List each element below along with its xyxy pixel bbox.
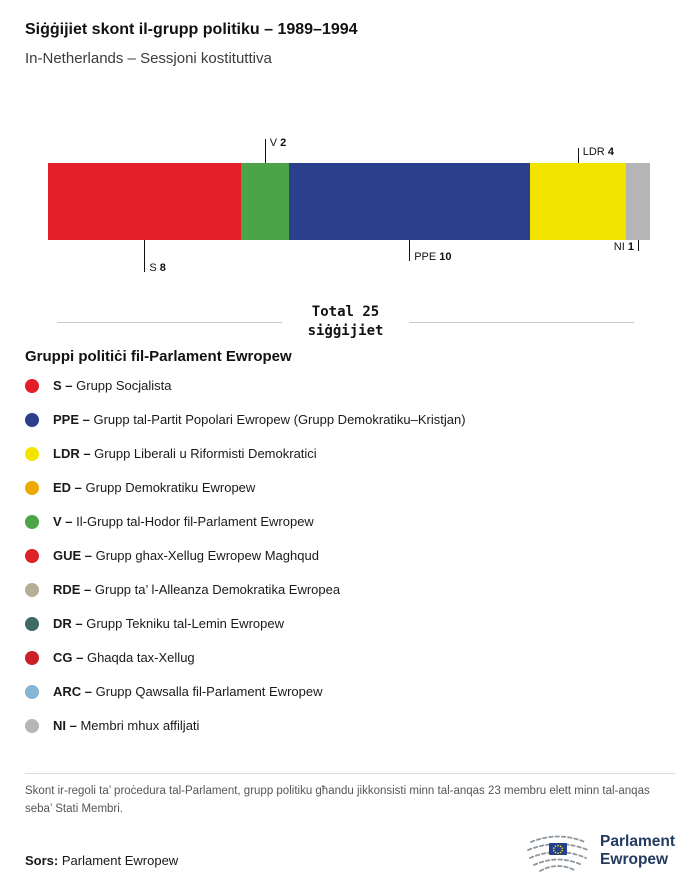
legend-label: CG – Ghaqda tax-Xellug	[53, 650, 195, 666]
legend-color-dot	[25, 583, 39, 597]
legend-list	[25, 369, 675, 743]
legend-label: S – Grupp Socjalista	[53, 378, 172, 394]
hemicycle-logo-icon	[525, 830, 591, 872]
callout-label: NI 1	[613, 240, 634, 253]
legend-item-ldr	[25, 437, 675, 471]
divider-line-left	[57, 322, 282, 323]
legend-color-dot	[25, 549, 39, 563]
footnote: Skont ir-regoli ta’ proċedura tal-Parlament, grupp politiku għandu jikkonsisti minn tal-anqas 23 membru elett minn tal-anqas seba’ Stati Membri.	[25, 784, 650, 815]
legend-label: GUE – Grupp ghax-Xellug Ewropew Maghqud	[53, 548, 319, 564]
footer-divider	[25, 773, 675, 774]
ep-logo	[525, 830, 675, 872]
legend-color-dot	[25, 651, 39, 665]
source-label: Sors:	[25, 853, 59, 868]
legend-label: LDR – Grupp Liberali u Riformisti Demokratici	[53, 446, 317, 462]
ep-logo-text-line1: Parlament	[600, 833, 675, 851]
stacked-bar	[48, 163, 650, 240]
legend-item-rde	[25, 573, 675, 607]
legend-item-dr	[25, 607, 675, 641]
legend-heading: Gruppi politiċi fil-Parlament Ewropew	[25, 347, 292, 365]
page-subtitle: In-Netherlands – Sessjoni kostituttiva	[25, 50, 272, 67]
bar-segment-ldr	[530, 163, 626, 240]
legend-color-dot	[25, 481, 39, 495]
page-title: Siġġijiet skont il-grupp politiku – 1989–1994	[25, 21, 358, 38]
callout-label: LDR 4	[582, 145, 614, 158]
legend-label: V – Il-Grupp tal-Hodor fil-Parlament Ewropew	[53, 514, 314, 530]
callout-label: V 2	[269, 136, 287, 149]
legend-color-dot	[25, 515, 39, 529]
bottom-row	[25, 830, 675, 872]
callout-label: PPE 10	[414, 250, 452, 263]
legend-item-ed	[25, 471, 675, 505]
legend-label: DR – Grupp Tekniku tal-Lemin Ewropew	[53, 616, 284, 632]
legend-item-ppe	[25, 403, 675, 437]
legend-item-v	[25, 505, 675, 539]
bar-segment-s	[48, 163, 241, 240]
callout-ppe	[409, 240, 452, 263]
ep-logo-text	[600, 833, 675, 869]
legend-color-dot	[25, 447, 39, 461]
legend-item-cg	[25, 641, 675, 675]
total-divider	[57, 303, 634, 342]
legend-color-dot	[25, 719, 39, 733]
legend-item-arc	[25, 675, 675, 709]
legend-label: ED – Grupp Demokratiku Ewropew	[53, 480, 256, 496]
bar-segment-ppe	[289, 163, 530, 240]
callout-ldr	[578, 145, 614, 163]
legend-color-dot	[25, 685, 39, 699]
legend-color-dot	[25, 413, 39, 427]
legend-color-dot	[25, 617, 39, 631]
legend-label: PPE – Grupp tal-Partit Popolari Ewropew (Grupp Demokratiku–Kristjan)	[53, 412, 466, 428]
legend-label: ARC – Grupp Qawsalla fil-Parlament Ewropew	[53, 684, 323, 700]
bar-segment-ni	[626, 163, 650, 240]
ep-logo-text-line2: Ewropew	[600, 851, 669, 868]
header	[0, 20, 700, 69]
legend-item-ni	[25, 709, 675, 743]
divider-line-right	[409, 322, 634, 323]
callout-label: S 8	[149, 261, 166, 274]
callout-ni	[613, 240, 639, 253]
legend-label: RDE – Grupp ta’ l-Alleanza Demokratika Ewropea	[53, 582, 341, 598]
chart-area	[48, 130, 650, 275]
source-line	[25, 853, 178, 868]
callout-v	[265, 136, 287, 163]
legend-item-s	[25, 369, 675, 403]
source-value: Parlament Ewropew	[61, 853, 179, 868]
legend-color-dot	[25, 379, 39, 393]
legend-item-gue	[25, 539, 675, 573]
legend-label: NI – Membri mhux affiljati	[53, 718, 200, 734]
total-line-2: siġġijiet	[307, 323, 384, 340]
total-seats-label	[308, 303, 384, 342]
callout-s	[144, 240, 166, 274]
total-line-1: Total 25	[311, 303, 380, 320]
bar-segment-v	[241, 163, 289, 240]
